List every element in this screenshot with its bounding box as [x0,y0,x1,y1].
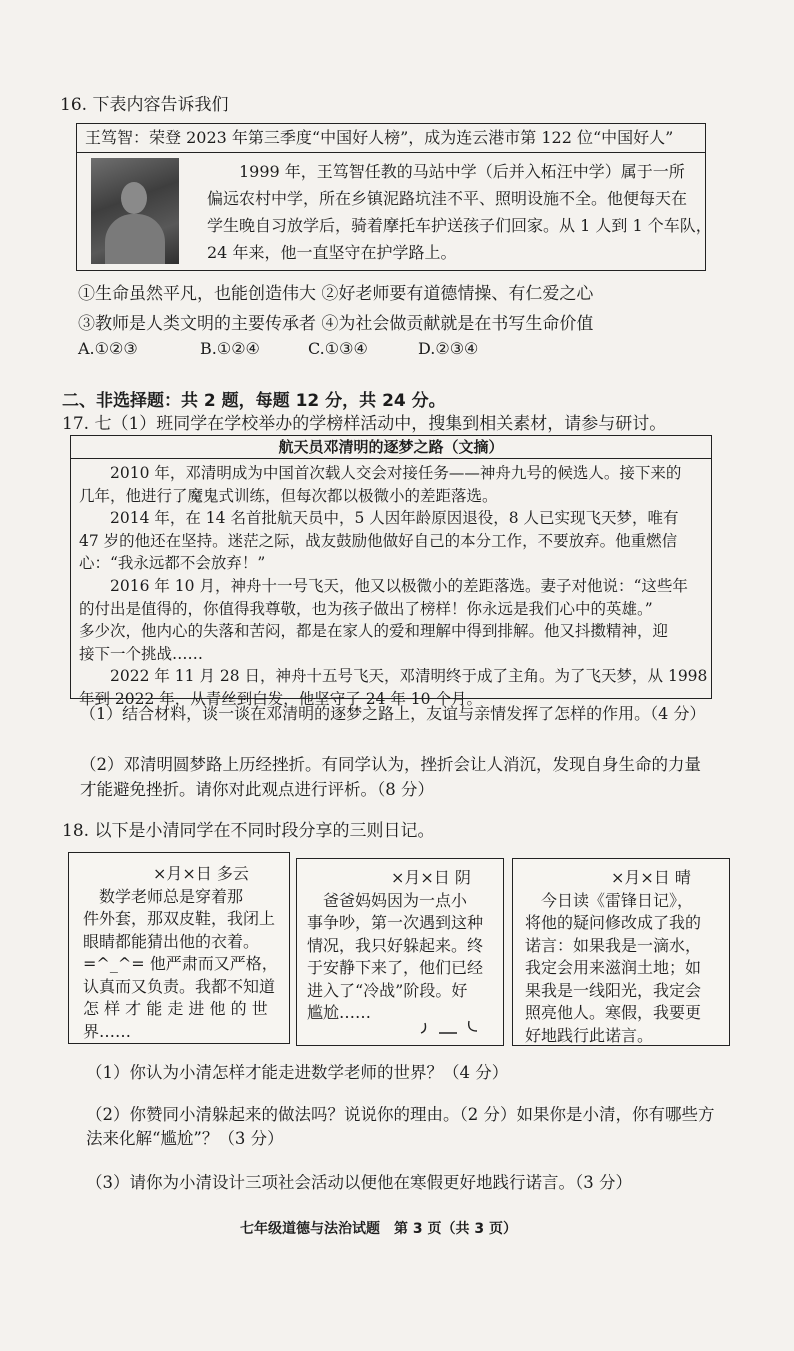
q18-sub3: （3）请你为小清设计三项社会活动以便他在寒假更好地践行诺言。（3 分） [86,1173,632,1192]
q17-body-line: 年到 2022 年，从青丝到白发，他坚守了 24 年 10 个月。 [79,689,482,708]
diary-line: 将他的疑问修改成了我的 [525,913,702,932]
diary-line: 进入了“冷战”阶段。好 [307,980,468,1000]
q16-statement: ①生命虽然平凡，也能创造伟大 ②好老师要有道德情操、有仁爱之心 [78,284,594,304]
q17-body-line: 多少次，他内心的失落和苦闷，都是在家人的爱和理解中得到排解。他又抖擞精神，迎 [79,622,669,641]
diary-line: 认真而又负责。我都不知道 [83,976,276,996]
teacher-portrait-photo [91,158,179,264]
diary-line: 好地践行此诺言。 [525,1025,654,1045]
q16-text-line: 24 年来，他一直坚守在护学路上。 [207,243,457,262]
q17-body-line: 2014 年，在 14 名首批航天员中，5 人因年龄原因退役，8 人已实现飞天梦，唯有 [79,509,679,528]
q16-option-b: B.①②④ [200,339,260,358]
diary-line: =^_^= 他严肃而又严格， [83,954,278,973]
section-heading: 二、非选择题：共 2 题，每题 12 分，共 24 分。 [62,391,446,411]
q16-text-line: 偏远农村中学，所在乡镇泥路坑洼不平、照明设施不全。他便每天在 [207,189,688,208]
q17-title: 17. 七（1）班同学在学校举办的学榜样活动中，搜集到相关素材，请参与研讨。 [62,414,667,434]
diary-line: 于安静下来了，他们已经 [307,958,484,977]
q17-body-line: 几年，他进行了魔鬼式训练，但每次都以极微小的差距落选。 [79,486,498,505]
diary-card-2 [296,858,504,1046]
q17-material-caption: 航天员邓清明的逐梦之路（文摘） [71,436,711,459]
q16-title: 16. 下表内容告诉我们 [60,95,229,115]
q17-sub2-line: 才能避免挫折。请你对此观点进行评析。（8 分） [80,780,434,799]
diary-line: 界…… [83,1021,132,1041]
diary-date: ×月×日 阴 [391,868,471,887]
q17-sub2-line: （2）邓清明圆梦路上历经挫折。有同学认为，挫折会让人消沉，发现自身生命的力量 [80,755,701,774]
diary-line: 尴尬…… [307,1003,372,1022]
q17-material-box [70,435,712,708]
diary-date: ×月×日 晴 [611,868,691,887]
awkward-face-doodle-icon [417,1017,497,1039]
q18-sub2-line: （2）你赞同小清躲起来的做法吗？说说你的理由。（2 分）如果你是小清，你有哪些方 [86,1105,715,1124]
q16-table-header: 王笃智：荣登 2023 年第三季度“中国好人榜”，成为连云港市第 122 位“中国好人” [77,124,705,153]
q17-body-line: 2010 年，邓清明成为中国首次载人交会对接任务——神舟九号的候选人。接下来的 [79,464,682,482]
q18-sub2-line: 法来化解“尴尬”？（3 分） [86,1129,284,1148]
diary-line: 件外套，那双皮鞋，我闭上 [83,909,276,928]
q16-table [76,123,712,271]
q16-table-text [207,158,712,266]
q17-body-line: 接下一个挑战…… [79,644,204,663]
diary-date: ×月×日 多云 [153,864,249,883]
diary-line: 照亮他人。寒假，我要更 [525,1003,702,1022]
diary-line: 数学老师总是穿着那 [83,886,244,906]
diary-line: 怎 样 才 能 走 进 他 的 世 [83,999,268,1018]
q16-option-d: D.②③④ [418,339,479,358]
q18-title: 18. 以下是小清同学在不同时段分享的三则日记。 [62,821,435,841]
q17-body-line: 心：“我永远都不会放弃！” [79,554,266,573]
q17-body-line: 的付出是值得的，你值得我尊敬，也为孩子做出了榜样！你永远是我们心中的英雄。” [79,599,653,618]
q17-body-line: 47 岁的他还在坚持。迷茫之际，战友鼓励他做好自己的本分工作，不要放弃。他重燃信 [79,531,678,550]
diary-line: 果我是一线阳光，我定会 [525,980,702,1000]
diary-line: 诺言：如果我是一滴水， [525,935,702,955]
q16-text-line: 1999 年，王笃智任教的马站中学（后并入柘汪中学）属于一所 [207,162,685,181]
diary-line: 爸爸妈妈因为一点小 [307,890,468,910]
diary-line: 情况，我只好躲起来。终 [307,935,484,955]
diary-line: 事争吵，第一次遇到这种 [307,913,484,932]
diary-line: 今日读《雷锋日记》， [525,890,694,910]
q16-statement: ③教师是人类文明的主要传承者 ④为社会做贡献就是在书写生命价值 [78,314,594,334]
q16-option-c: C.①③④ [308,339,368,358]
diary-card-1 [68,852,290,1044]
q18-sub1: （1）你认为小清怎样才能走进数学老师的世界？（4 分） [86,1063,509,1082]
q16-option-a: A.①②③ [78,339,138,358]
diary-card-3 [512,858,730,1046]
diary-line: 眼睛都能猜出他的衣着。 [83,931,260,951]
q16-text-line: 学生晚自习放学后，骑着摩托车护送孩子们回家。从 1 人到 1 个车队， [207,216,712,235]
diary-line: 我定会用来滋润土地；如 [525,958,702,977]
q17-material-body [79,462,707,711]
page-footer: 七年级道德与法治试题 第 3 页（共 3 页） [240,1221,517,1237]
q17-body-line: 2022 年 11 月 28 日，神舟十五号飞天，邓清明终于成了主角。为了飞天梦，从 1998 [79,667,708,686]
q17-body-line: 2016 年 10 月，神舟十一号飞天，他又以极微小的差距落选。妻子对他说：“这些年 [79,576,688,595]
q17-sub1: （1）结合材料，谈一谈在邓清明的逐梦之路上，友谊与亲情发挥了怎样的作用。（4 分） [80,704,706,723]
